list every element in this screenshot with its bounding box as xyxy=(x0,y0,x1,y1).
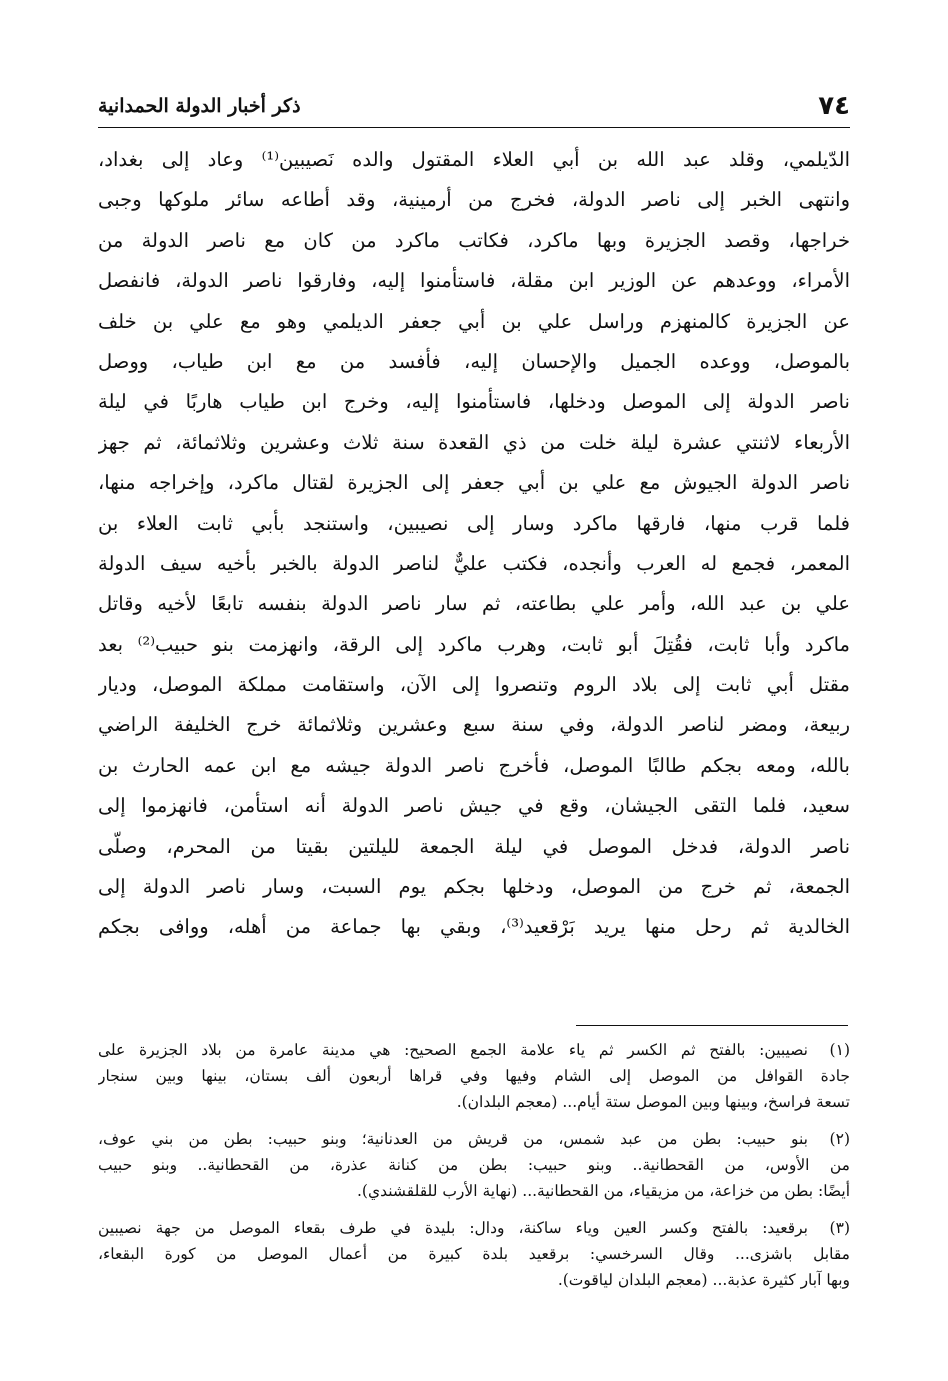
text-line: خراجها، وقصد الجزيرة وبها ماكرد، فكاتب ماكرد من كان مع ناصر الدولة من xyxy=(98,228,850,252)
footnote-line: وبها آبار كثيرة عذبة... (معجم البلدان لياقوت). xyxy=(557,1271,850,1289)
footnote-line: نصيبين: بالفتح ثم الكسر ثم ياء علامة الجمع الصحيح: هي مدينة عامرة من بلاد الجزيرة على xyxy=(98,1041,808,1059)
text-line: بالموصل، ووعده الجميل والإحسان إليه، فأفسد من مع ابن طياب، ووصل xyxy=(98,349,850,373)
footnote-2 xyxy=(98,1126,850,1204)
footnote-separator xyxy=(576,1025,848,1026)
footnote-line: من الأوس، من القحطانية.. وبنو حبيب: بطن من كنانة عذرة، من القحطانية.. وبنو حبيب xyxy=(98,1156,850,1174)
text-line: الأربعاء لاثنتي عشرة ليلة خلت من ذي القعدة سنة ثلاث وعشرين وثلاثمائة، ثم جهز xyxy=(98,430,850,454)
footnote-number: (٣) xyxy=(829,1219,850,1237)
page-number: ٧٤ xyxy=(818,91,850,121)
text-line: الدّيلمي، وقلد عبد الله بن أبي العلاء المقتول والده نَصيبين⁽¹⁾ وعاد إلى بغداد، xyxy=(98,148,850,171)
footnote-line: مقابل باشزى... وقال السرخسي: برقعيد بلدة كبيرة من أعمال الموصل من كورة البقعاء، xyxy=(98,1245,850,1263)
text-line: عن الجزيرة كالمنهزم وراسل علي بن أبي جعفر الديلمي وهو مع علي بن خلف xyxy=(98,309,850,333)
footnote-1 xyxy=(98,1037,850,1115)
footnote-number: (١) xyxy=(829,1041,850,1059)
text-line: ناصر الدولة، فدخل الموصل في ليلة الجمعة لليلتين بقيتا من المحرم، وصلّى xyxy=(98,834,850,858)
text-line: الخالدية ثم رحل منها يريد بَرْقعيد⁽³⁾، وبقي بها جماعة من أهله، ووافى بجكم xyxy=(98,915,850,939)
footnote-number: (٢) xyxy=(829,1130,850,1148)
footnote-line: جادة القوافل من الموصل إلى الشام وفيها وفي قراها أربعون ألف بستان، بينها وبين سنجار xyxy=(98,1067,850,1085)
text-line: المعمر، فجمع له العرب وأنجده، فكتب عليٌّ لناصر الدولة بالخبر بأخيه سيف الدولة xyxy=(98,551,850,575)
footnotes xyxy=(98,1037,850,1304)
running-header xyxy=(98,86,850,126)
text-line: الجمعة، ثم خرج من الموصل، ودخلها بجكم يوم السبت، وسار ناصر الدولة إلى xyxy=(98,875,850,899)
text-line: سعيد، فلما التقى الجيشان، وقع في جيش ناصر الدولة أنه استأمن، فانهزموا إلى xyxy=(98,794,850,818)
text-line: علي بن عبد الله، وأمر علي بطاعته، ثم سار ناصر الدولة بنفسه تابعًا لأخيه وقاتل xyxy=(98,592,850,616)
text-line: الأمراء، ووعدهم عن الوزير ابن مقلة، فاستأمنوا إليه، وفارقوا ناصر الدولة، فانفصل xyxy=(98,269,850,293)
text-line: مقتل أبي ثابت إلى بلاد الروم وتنصروا إلى الآن، واستقامت مملكة الموصل، وديار xyxy=(98,673,850,697)
footnote-3 xyxy=(98,1215,850,1293)
main-text xyxy=(98,140,850,948)
footnote-line: بنو حبيب: بطن من عبد شمس، من قريش من العدنانية؛ وبنو حبيب: بطن من بني عوف، xyxy=(98,1130,808,1148)
text-line: فلما قرب منها، فارقها ماكرد وسار إلى نصيبين، واستنجد بأبي ثابت العلاء بن xyxy=(98,511,850,535)
footnote-line: تسعة فراسخ، وبينها وبين الموصل ستة أيام... (معجم البلدان). xyxy=(456,1093,850,1111)
text-line: ناصر الدولة إلى الموصل ودخلها، فاستأمنوا إليه، وخرج ابن طياب هاربًا في ليلة xyxy=(98,390,850,414)
text-line: ناصر الدولة الجيوش مع علي بن أبي جعفر إلى الجزيرة لقتال ماكرد، وإخراجه منها، xyxy=(98,471,850,495)
text-line: وانتهى الخبر إلى ناصر الدولة، فخرج من أرمينية، وقد أطاعه سائر ملوكها وجبى xyxy=(98,188,850,212)
text-line: ربيعة، ومضر لناصر الدولة، وفي سنة سبع وعشرين وثلاثمائة خرج الخليفة الراضي xyxy=(98,713,850,737)
footnote-line: برقعيد: بالفتح وكسر العين وياء ساكنة، ودال: بليدة في طرف بقعاء الموصل من جهة نصيبين xyxy=(98,1219,808,1237)
header-rule xyxy=(98,127,850,128)
text-line: بالله، ومعه بجكم طالبًا الموصل، فأخرج ناصر الدولة جيشه مع ابن عمه الحارث بن xyxy=(98,753,850,777)
running-title: ذكر أخبار الدولة الحمدانية xyxy=(98,95,301,117)
text-line: ماكرد وأبا ثابت، فقُتِلَ أبو ثابت، وهرب ماكرد إلى الرقة، وانهزمت بنو حبيب⁽²⁾ بعد xyxy=(98,632,850,656)
footnote-line: أيضًا: بطن من خزاعة، من مزيقياء، من القحطانية... (نهاية الأرب للقلقشندي). xyxy=(357,1182,850,1200)
